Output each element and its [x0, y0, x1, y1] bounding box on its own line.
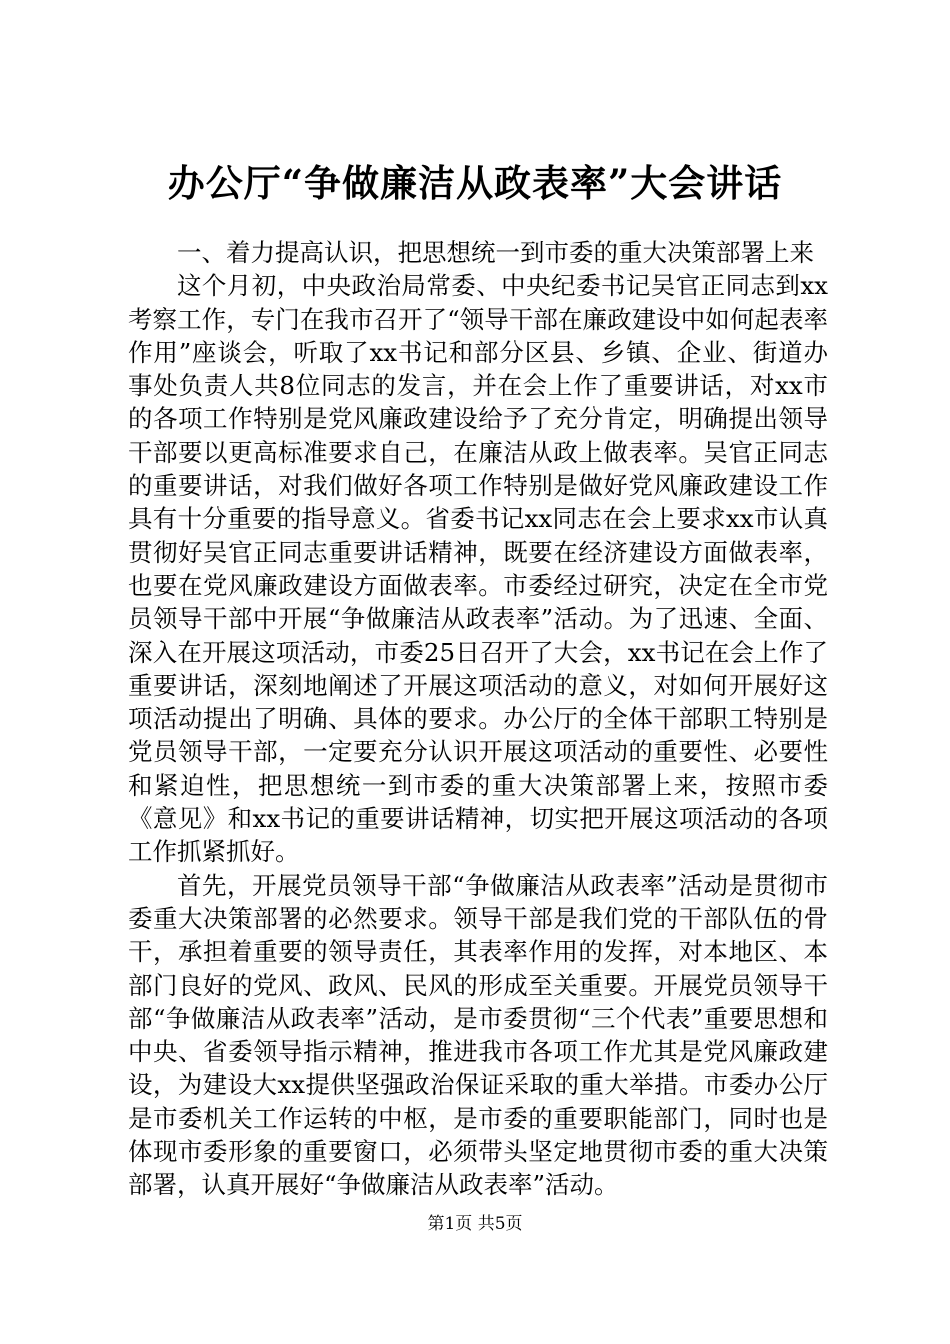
document-title: 办公厅“争做廉洁从政表率”大会讲话 [167, 161, 783, 205]
section-heading: 一、着力提高认识，把思想统一到市委的重大决策部署上来 [177, 238, 814, 267]
body-paragraph: 这个月初，中央政治局常委、中央纪委书记吴官正同志到xx考察工作，专门在我市召开了“领导干部在廉政建设中如何起表率作用”座谈会，听取了xx书记和部分区县、乡镇、企业、街道办事处负责人共8位同志的发言，并在会上作了重要讲话，对xx市的各项工作特别是党风廉政建设给予了充分肯定，明确提出领导干部要以更高标准要求自己，在廉洁从政上做表率。吴官正同志的重要讲话，对我们做好各项工作特别是做好党风廉政建设工作具有十分重要的指导意义。省委书记xx同志在会上要求xx市认真贯彻好吴官正同志重要讲话精神，既要在经济建设方面做表率，也要在党风廉政建设方面做表率。市委经过研究，决定在全市党员领导干部中开展“争做廉洁从政表率”活动。为了迅速、全面、深入在开展这项活动，市委25日召开了大会，xx书记在会上作了重要讲话，深刻地阐述了开展这项活动的意义，对如何开展好这项活动提出了明确、具体的要求。办公厅的全体干部职工特别是党员领导干部，一定要充分认识开展这项活动的重要性、必要性和紧迫性，把思想统一到市委的重大决策部署上来，按照市委《意见》和xx书记的重要讲话精神，切实把开展这项活动的各项工作抓紧抓好。 [128, 271, 828, 867]
body-paragraph: 首先，开展党员领导干部“争做廉洁从政表率”活动是贯彻市委重大决策部署的必然要求。领导干部是我们党的干部队伍的骨干，承担着重要的领导责任，其表率作用的发挥，对本地区、本部门良好的党风、政风、民风的形成至关重要。开展党员领导干部“争做廉洁从政表率”活动，是市委贯彻“三个代表”重要思想和中央、省委领导指示精神，推进我市各项工作尤其是党风廉政建设，为建设大xx提供坚强政治保证采取的重大举措。市委办公厅是市委机关工作运转的中枢，是市委的重要职能部门，同时也是体现市委形象的重要窗口，必须带头坚定地贯彻市委的重大决策部署，认真开展好“争做廉洁从政表率”活动。 [128, 870, 828, 1200]
document-body [128, 236, 828, 1202]
page-footer: 第1页 共5页 [427, 1214, 523, 1234]
